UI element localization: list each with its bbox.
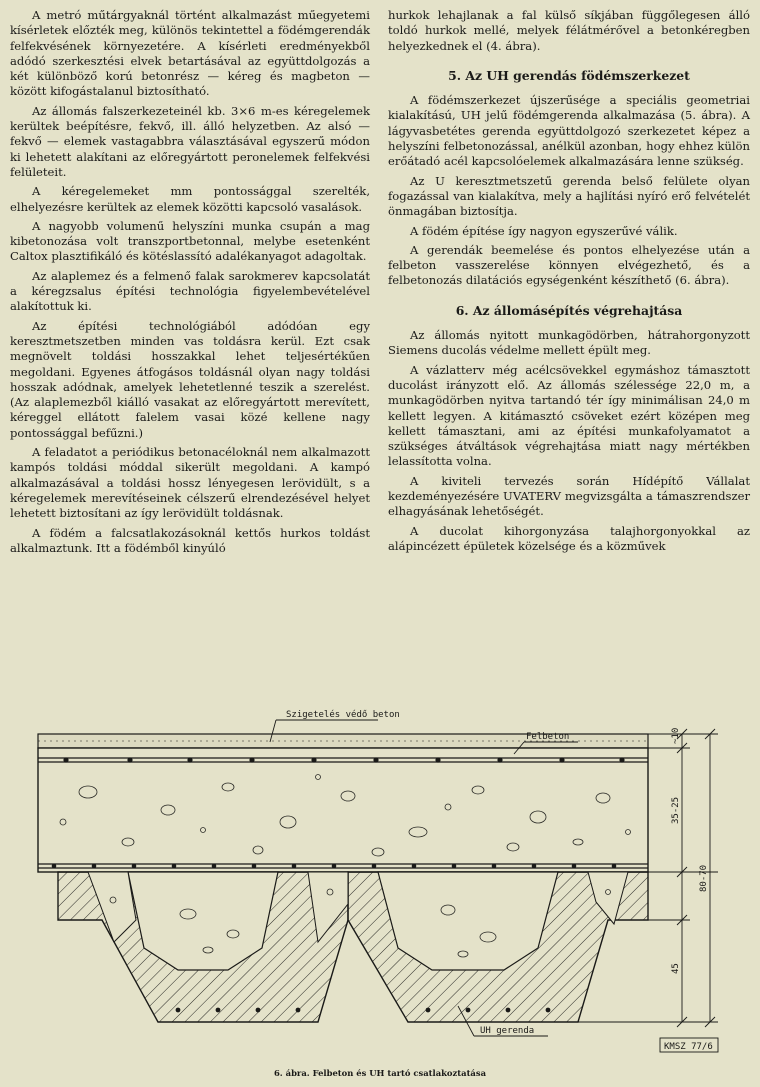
beam-section-drawing: [18, 692, 746, 1062]
label-uh-beam: UH gerenda: [480, 1026, 535, 1036]
paragraph: A metró műtárgyaknál történt alkalmazást műegyetemi kísérletek előzték meg, különös tekintettel a födémgerendák felfekvésének környezetére. A kísérleti eredményekből adódó szerkesztési elvek betartásával az együttdolgozás a két különböző korú betonrész — kéreg és magbeton — között kifogástalanul biztosítható.: [10, 8, 370, 99]
section-heading: 5. Az UH gerendás födémszerkezet: [448, 67, 690, 83]
figure-6: [18, 692, 746, 1062]
paragraph: Az építési technológiából adódóan egy keresztmetszetben minden vas toldásra kerül. Ezt csak megnövelt toldási hosszakkal lehet teljesértékűen megoldani. Egyenes átfogásos toldásnál olyan nagy toldási hosszak adódnak, amelyek lehetetlenné teszik a szerelést. (Az alaplemezből kiálló vasakat az előregyártott merevített, kéreggel ellátott falelem vasai közé kellene nagy pontossággal befűzni.): [10, 318, 370, 440]
paragraph: A gerendák beemelése és pontos elhelyezése után a felbeton vasszerelése könnyen elvégezhető, és a felbetonozás dilatációs egységenként készíthető (6. ábra).: [388, 242, 750, 288]
paragraph: A feladatot a periódikus betonacéloknál nem alkalmazott kampós toldási móddal sikerült megoldani. A kampó alkalmazásával a toldási hossz lényegesen lerövidült, s a kéregelemek merevítéseinek célszerű elrendezésével helyet lehetett biztosítani az így lerövidült toldásnak.: [10, 445, 370, 521]
paragraph: Az alaplemez és a felmenő falak sarokmerev kapcsolatát a kéregzsalus építési technológia figyelembevételével alakítottuk ki.: [10, 268, 370, 314]
left-column: [10, 8, 370, 560]
paragraph: A nagyobb volumenű helyszíni munka csupán a mag kibetonozása volt transzportbetonnal, melybe esetenként Caltox plasztifikáló és kötéslassító adalékanyagot adagoltak.: [10, 218, 370, 264]
dim-middle: 35-25: [671, 796, 681, 824]
dim-total: 80-70: [699, 864, 709, 892]
paragraph: Az állomás nyitott munkagödörben, hátrahorgonyzott Siemens ducolás védelme mellett épült meg.: [388, 328, 750, 358]
paragraph: A födém építése így nagyon egyszerűvé válik.: [410, 223, 678, 238]
paragraph: Az U keresztmetszetű gerenda belső felülete olyan fogazással van kialakítva, mely a hajlítási nyíró erő felvételét önmagában biztosítja.: [388, 173, 750, 219]
paragraph: A vázlatterv még acélcsövekkel egymáshoz támasztott ducolást irányzott elő. Az állomás szélessége 22,0 m, a munkagödörben nyitva tartandó tér így minimálisan 24,0 m kellett legyen. A kitámasztó csöveket ezért középen meg kellett támasztani, ami az építési munkafolyamatot a szükséges átváltások végrehajtása miatt nagy mértékben lelassította volna.: [388, 362, 750, 469]
paragraph: A ducolat kihorgonyzása talajhorgonyokkal az alápincézett épületek közelsége és a közművek: [388, 523, 750, 553]
paragraph: A födémszerkezet újszerűsége a speciális geometriai kialakítású, UH jelű födémgerenda alkalmazása (5. ábra). A lágyvasbetétes gerenda együttdolgozó szerkezetet képez a helyszíni felbetonozással, anélkül azonban, hogy ehhez külön erőátadó acél kapcsolóelemek alkalmazására lenne szükség.: [388, 93, 750, 169]
paragraph: A kiviteli tervezés során Hídépítő Vállalat kezdeményezésére UVATERV megvizsgálta a támaszrendszer elhagyásának lehetőségét.: [388, 473, 750, 519]
figure-caption: 6. ábra. Felbeton és UH tartó csatlakoztatása: [273, 1068, 487, 1078]
paragraph: Az állomás falszerkezeteinél kb. 3×6 m-es kéregelemek kerültek beépítésre, fekvő, ill. álló helyzetben. Az alsó — fekvő — elemek vastagabbra választásával egyszerű módon ki lehetett alakítani az előregyártott peronelemek felfekvési felületeit.: [10, 103, 370, 179]
topping-concrete: [38, 748, 648, 872]
paragraph: hurkok lehajlanak a fal külső síkjában függőlegesen álló toldó hurkok mellé, melyek félátmérővel a betonkéregben helyezkednek el (4. ábra).: [388, 8, 750, 53]
paragraph: A födém a falcsatlakozásoknál kettős hurkos toldást alkalmaztunk. Itt a födémből kinyúló: [10, 525, 370, 555]
paragraph: A kéregelemeket mm pontossággal szerelték, elhelyezésre kerültek az elemek közötti kapcsoló vasalások.: [10, 184, 370, 214]
label-insulation: Szigetelés védő beton: [286, 710, 400, 720]
stamp-text: KMSZ 77/6: [664, 1042, 713, 1052]
right-column: [388, 8, 750, 558]
section-heading: 6. Az állomásépítés végrehajtása: [455, 302, 683, 318]
dim-bottom: 45: [671, 963, 681, 974]
label-topping: Felbeton: [526, 732, 570, 742]
dim-top: ~10: [671, 727, 681, 744]
